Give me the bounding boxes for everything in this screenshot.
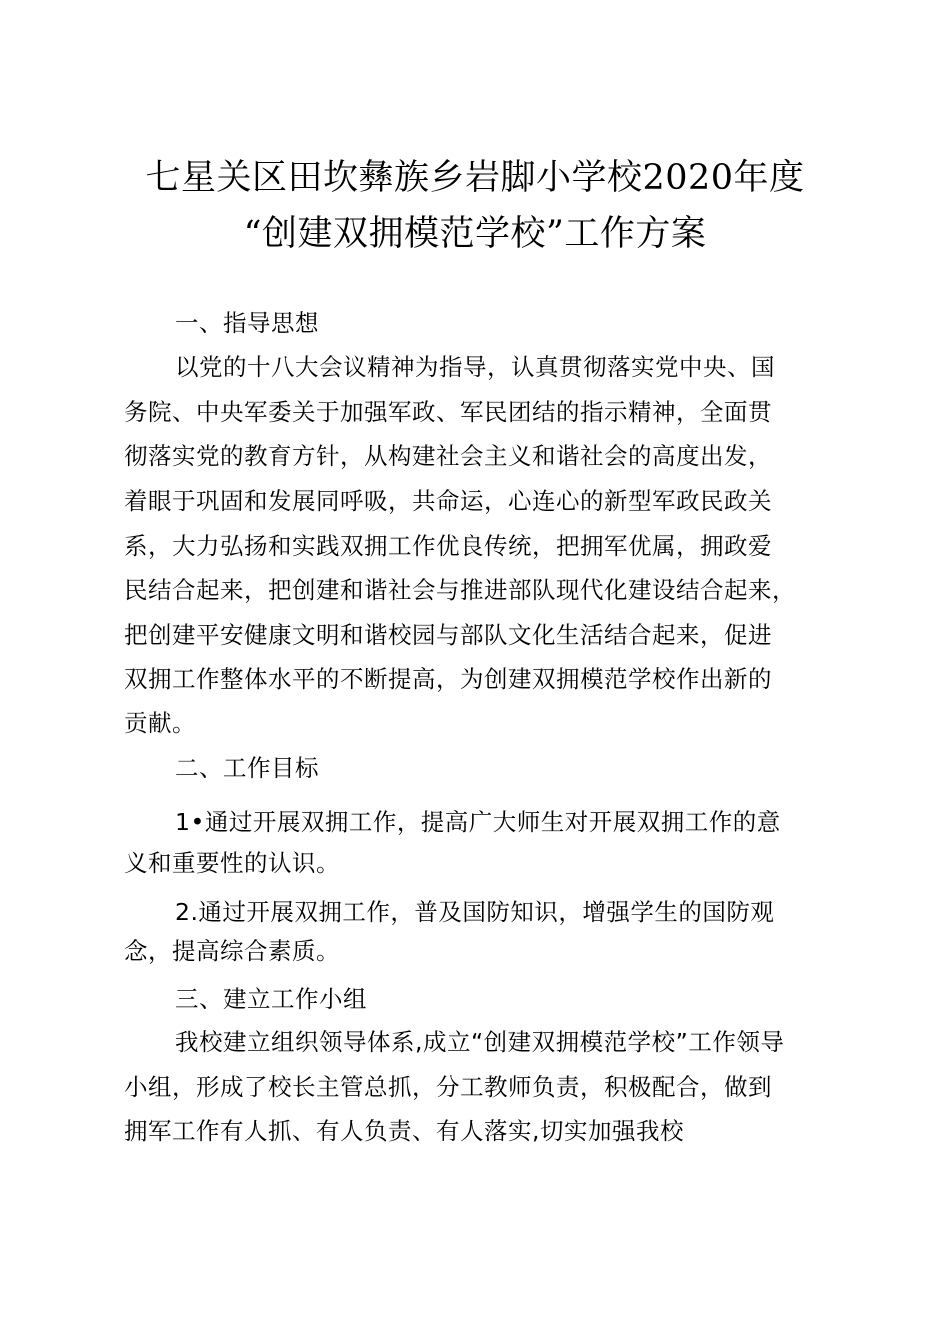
paragraph-line: 以党的十八大会议精神为指导，认真贯彻落实党中央、国 (175, 353, 775, 381)
goal-item-1-line: 1•通过开展双拥工作，提高广大师生对开展双拥工作的意 (175, 808, 781, 836)
goal-item-2-line: 2.通过开展双拥工作，普及国防知识，增强学生的国防观 (175, 898, 775, 926)
paragraph-line: 我校建立组织领导体系,成立“创建双拥模范学校”工作领导 (175, 1028, 785, 1056)
section-heading-guiding-ideology: 一、指导思想 (175, 309, 319, 337)
section-heading-working-group: 三、建立工作小组 (175, 985, 367, 1013)
paragraph-line: 拥军工作有人抓、有人负责、有人落实,切实加强我校 (124, 1117, 684, 1145)
paragraph-line: 把创建平安健康文明和谐校园与部队文化生活结合起来，促进 (124, 621, 772, 649)
paragraph-line: 贡献。 (124, 709, 196, 737)
paragraph-line: 着眼于巩固和发展同呼吸，共命运，心连心的新型军政民政关 (124, 487, 772, 515)
document-title-line-1: 七星关区田坎彝族乡岩脚小学校2020年度 (145, 158, 805, 198)
paragraph-line: 小组，形成了校长主管总抓，分工教师负责，积极配合，做到 (124, 1073, 772, 1101)
paragraph-line: 民结合起来，把创建和谐社会与推进部队现代化建设结合起来， (124, 576, 796, 604)
document-title-line-2: “创建双拥模范学校”工作方案 (243, 214, 707, 254)
paragraph-line: 彻落实党的教育方针，从构建社会主义和谐社会的高度出发， (124, 442, 772, 470)
goal-item-1-line: 义和重要性的认识。 (124, 849, 340, 877)
section-heading-work-goals: 二、工作目标 (175, 754, 319, 782)
paragraph-line: 务院、中央军委关于加强军政、军民团结的指示精神，全面贯 (124, 398, 772, 426)
paragraph-line: 双拥工作整体水平的不断提高，为创建双拥模范学校作出新的 (124, 665, 772, 693)
goal-item-2-line: 念，提高综合素质。 (124, 937, 340, 965)
paragraph-line: 系，大力弘扬和实践双拥工作优良传统，把拥军优属，拥政爱 (124, 532, 772, 560)
